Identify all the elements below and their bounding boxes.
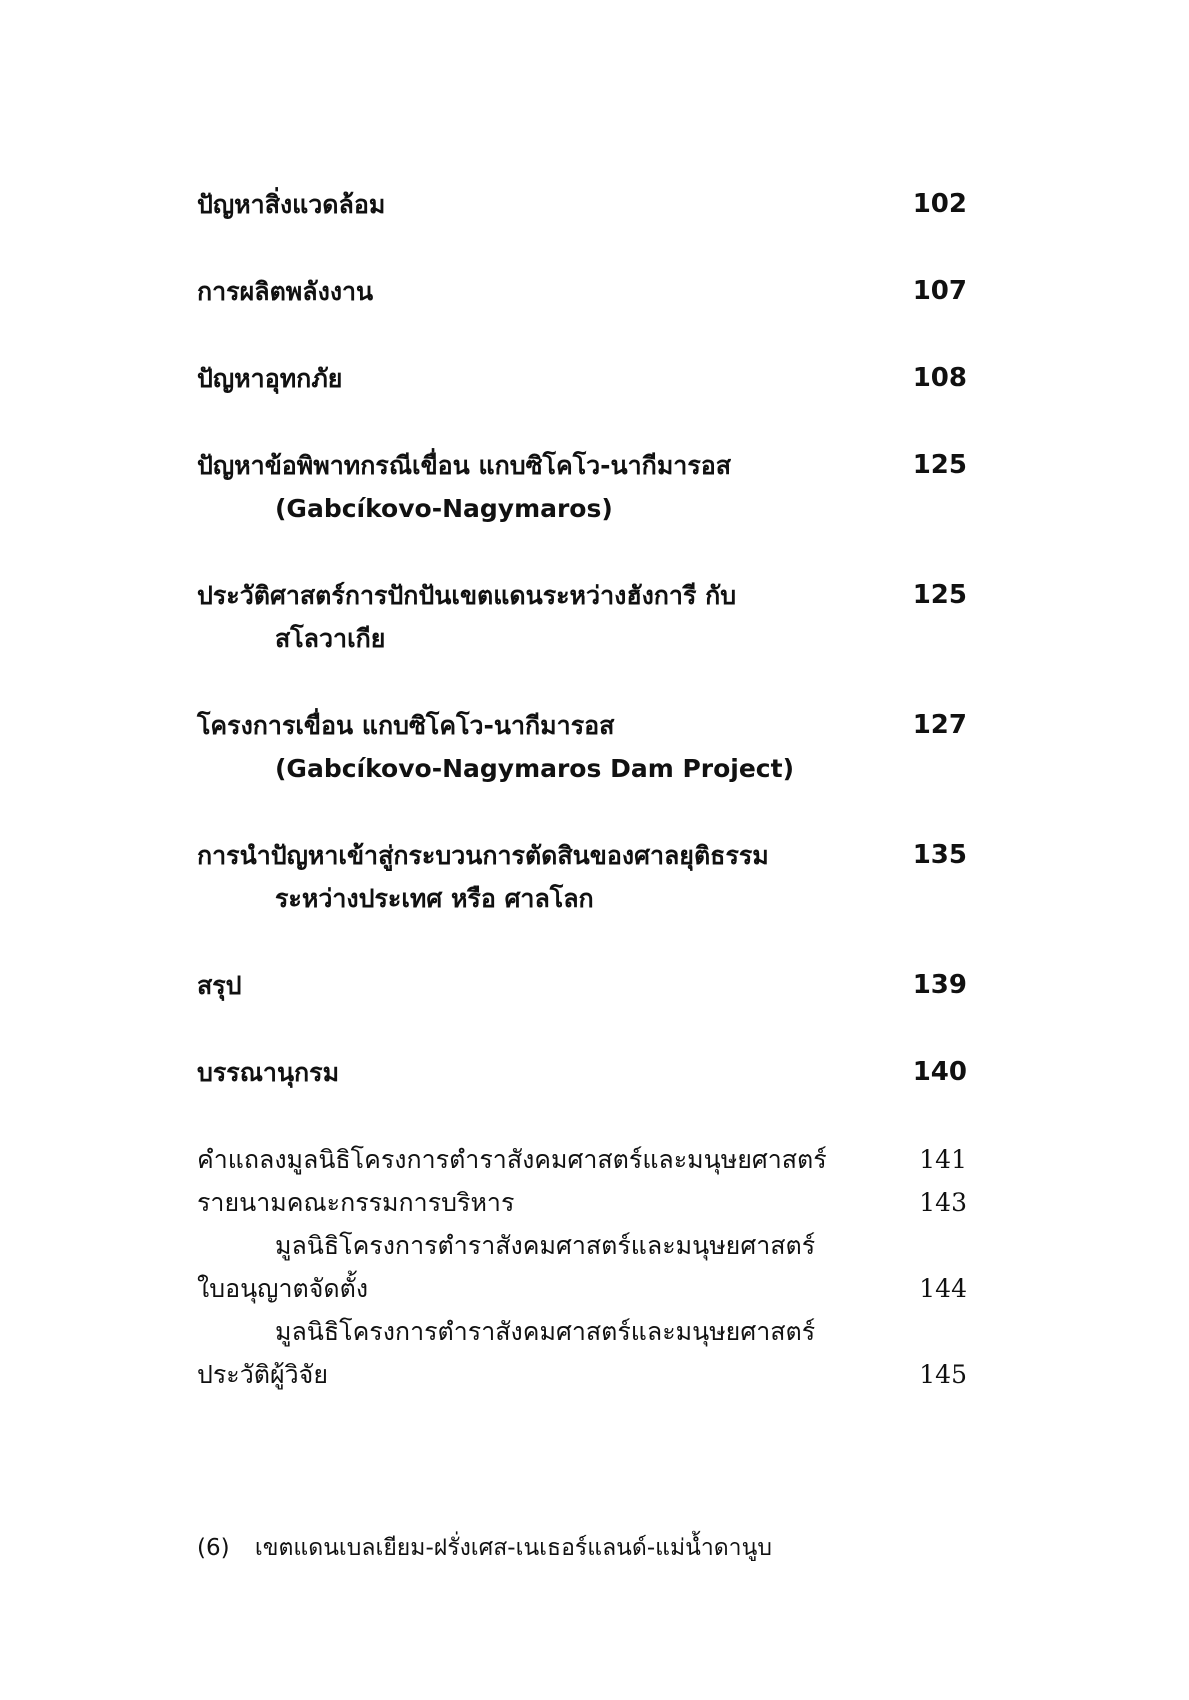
appendix-row — [197, 1224, 967, 1267]
appendix-page: 145 — [919, 1360, 967, 1389]
appendix-page: 144 — [919, 1274, 967, 1303]
toc-entry-title-block — [197, 574, 736, 660]
toc-entry-page: 127 — [912, 710, 967, 740]
toc-entry-title: การนำปัญหาเข้าสู่กระบวนการตัดสินของศาลยุติธรรม — [197, 841, 769, 870]
toc-entry-subtitle: สโลวาเกีย — [275, 624, 386, 653]
toc-entry-page: 135 — [912, 840, 967, 870]
appendix-row — [197, 1138, 967, 1181]
toc-entry — [197, 834, 967, 920]
toc-entry-subtitle: ระหว่างประเทศ หรือ ศาลโลก — [275, 884, 594, 913]
toc-entry — [197, 574, 967, 660]
appendix-title: คำแถลงมูลนิธิโครงการตำราสังคมศาสตร์และมนุษยศาสตร์ — [197, 1145, 827, 1174]
toc-entry-page: 125 — [912, 580, 967, 610]
toc-entry — [197, 357, 967, 400]
toc-entry-title: การผลิตพลังงาน — [197, 277, 374, 306]
toc-entry-page: 139 — [912, 970, 967, 1000]
page-footer — [197, 1533, 772, 1563]
appendix-row — [197, 1353, 967, 1396]
toc-entry-page: 102 — [912, 189, 967, 219]
toc-entry-title: สรุป — [197, 971, 242, 1000]
appendix-page: 141 — [919, 1145, 967, 1174]
appendix-page: 143 — [919, 1188, 967, 1217]
toc-entry — [197, 964, 967, 1007]
appendix-title: ใบอนุญาตจัดตั้ง — [197, 1274, 369, 1303]
toc-entry-title: ประวัติศาสตร์การปักปันเขตแดนระหว่างฮังการี กับ — [197, 581, 737, 610]
toc-entry-page: 107 — [912, 276, 967, 306]
toc-entry-title: ปัญหาข้อพิพาทกรณีเขื่อน แกบซิโคโว-นากีมารอส — [197, 451, 732, 480]
toc-entry-title: โครงการเขื่อน แกบซิโคโว-นากีมารอส — [197, 711, 615, 740]
toc-entry — [197, 444, 967, 530]
table-of-contents — [197, 183, 967, 1396]
toc-entry-page: 140 — [912, 1057, 967, 1087]
toc-entry-subtitle: (Gabcíkovo-Nagymaros Dam Project) — [275, 754, 794, 783]
toc-entry — [197, 1051, 967, 1094]
appendix-list — [197, 1138, 967, 1396]
toc-entry-title-block — [197, 444, 731, 530]
appendix-row — [197, 1181, 967, 1224]
appendix-title: มูลนิธิโครงการตำราสังคมศาสตร์และมนุษยศาสตร์ — [275, 1317, 816, 1346]
toc-entry-title: ปัญหาอุทกภัย — [197, 364, 343, 393]
toc-entry — [197, 270, 967, 313]
toc-entry-title-block — [197, 704, 794, 790]
toc-entry-page: 125 — [912, 450, 967, 480]
appendix-title: มูลนิธิโครงการตำราสังคมศาสตร์และมนุษยศาสตร์ — [275, 1231, 816, 1260]
appendix-title: รายนามคณะกรรมการบริหาร — [197, 1188, 515, 1217]
toc-entry — [197, 183, 967, 226]
toc-entry-subtitle: (Gabcíkovo-Nagymaros) — [275, 494, 613, 523]
appendix-title: ประวัติผู้วิจัย — [197, 1360, 328, 1389]
toc-entry-title: บรรณานุกรม — [197, 1058, 340, 1087]
toc-entry — [197, 704, 967, 790]
appendix-row — [197, 1310, 967, 1353]
toc-entry-title-block — [197, 834, 769, 920]
footer-page-number: (6) — [197, 1535, 230, 1561]
toc-entry-page: 108 — [912, 363, 967, 393]
toc-entry-title: ปัญหาสิ่งแวดล้อม — [197, 190, 386, 219]
appendix-row — [197, 1267, 967, 1310]
footer-book-title: เขตแดนเบลเยียม-ฝรั่งเศส-เนเธอร์แลนด์-แม่น้ำดานูบ — [254, 1535, 772, 1561]
